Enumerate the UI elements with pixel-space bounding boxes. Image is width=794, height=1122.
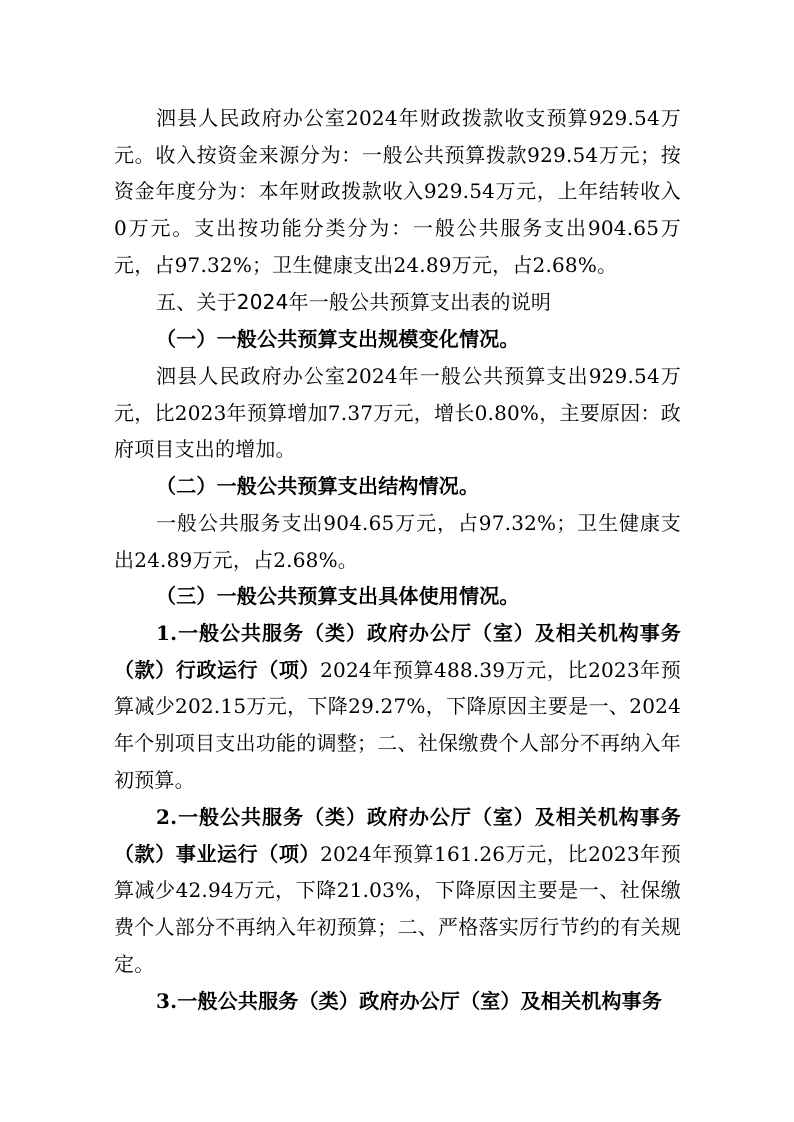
budget-overview-paragraph: 泗县人民政府办公室2024年财政拨款收支预算929.54万元。收入按资金来源分为：一般公共预算拨款929.54万元；按资金年度分为：本年财政拨款收入929.54万元，上年结转收入0万元。支出按功能分类分为：一般公共服务支出904.65万元，占97.32%；卫生健康支出24.89万元，占2.68%。 xyxy=(114,106,681,277)
subsection-two-heading: （二）一般公共预算支出结构情况。 xyxy=(156,474,480,498)
item-two-paragraph: 2.一般公共服务（类）政府办公厅（室）及相关机构事务（款）事业运行（项）2024年预算161.26万元，比2023年预算减少42.94万元，下降21.03%，下降原因主要是一、社保缴费个人部分不再纳入年初预算；二、严格落实厉行节约的有关规定。 xyxy=(114,805,681,976)
item-one-paragraph: 1.一般公共服务（类）政府办公厅（室）及相关机构事务（款）行政运行（项）2024年预算488.39万元，比2023年预算减少202.15万元，下降29.27%，下降原因主要是一、2024年个别项目支出功能的调整；二、社保缴费个人部分不再纳入年初预算。 xyxy=(114,621,681,792)
item-heading-run: 2.一般公共服务（类）政府办公厅（室）及相关机构事务（款）事业运行（项） xyxy=(114,805,681,866)
section-five-heading: 五、关于2024年一般公共预算支出表的说明 xyxy=(156,290,552,314)
item-three-paragraph: 3.一般公共服务（类）政府办公厅（室）及相关机构事务 xyxy=(156,989,663,1013)
subsection-three-heading: （三）一般公共预算支出具体使用情况。 xyxy=(156,584,520,608)
structure-paragraph: 一般公共服务支出904.65万元，占97.32%；卫生健康支出24.89万元，占2.68%。 xyxy=(114,511,681,572)
scale-change-paragraph: 泗县人民政府办公室2024年一般公共预算支出929.54万元，比2023年预算增加7.37万元，增长0.80%，主要原因：政府项目支出的增加。 xyxy=(114,364,681,462)
subsection-one-heading: （一）一般公共预算支出规模变化情况。 xyxy=(156,327,520,351)
item-heading-run: 1.一般公共服务（类）政府办公厅（室）及相关机构事务（款）行政运行（项） xyxy=(114,621,681,682)
